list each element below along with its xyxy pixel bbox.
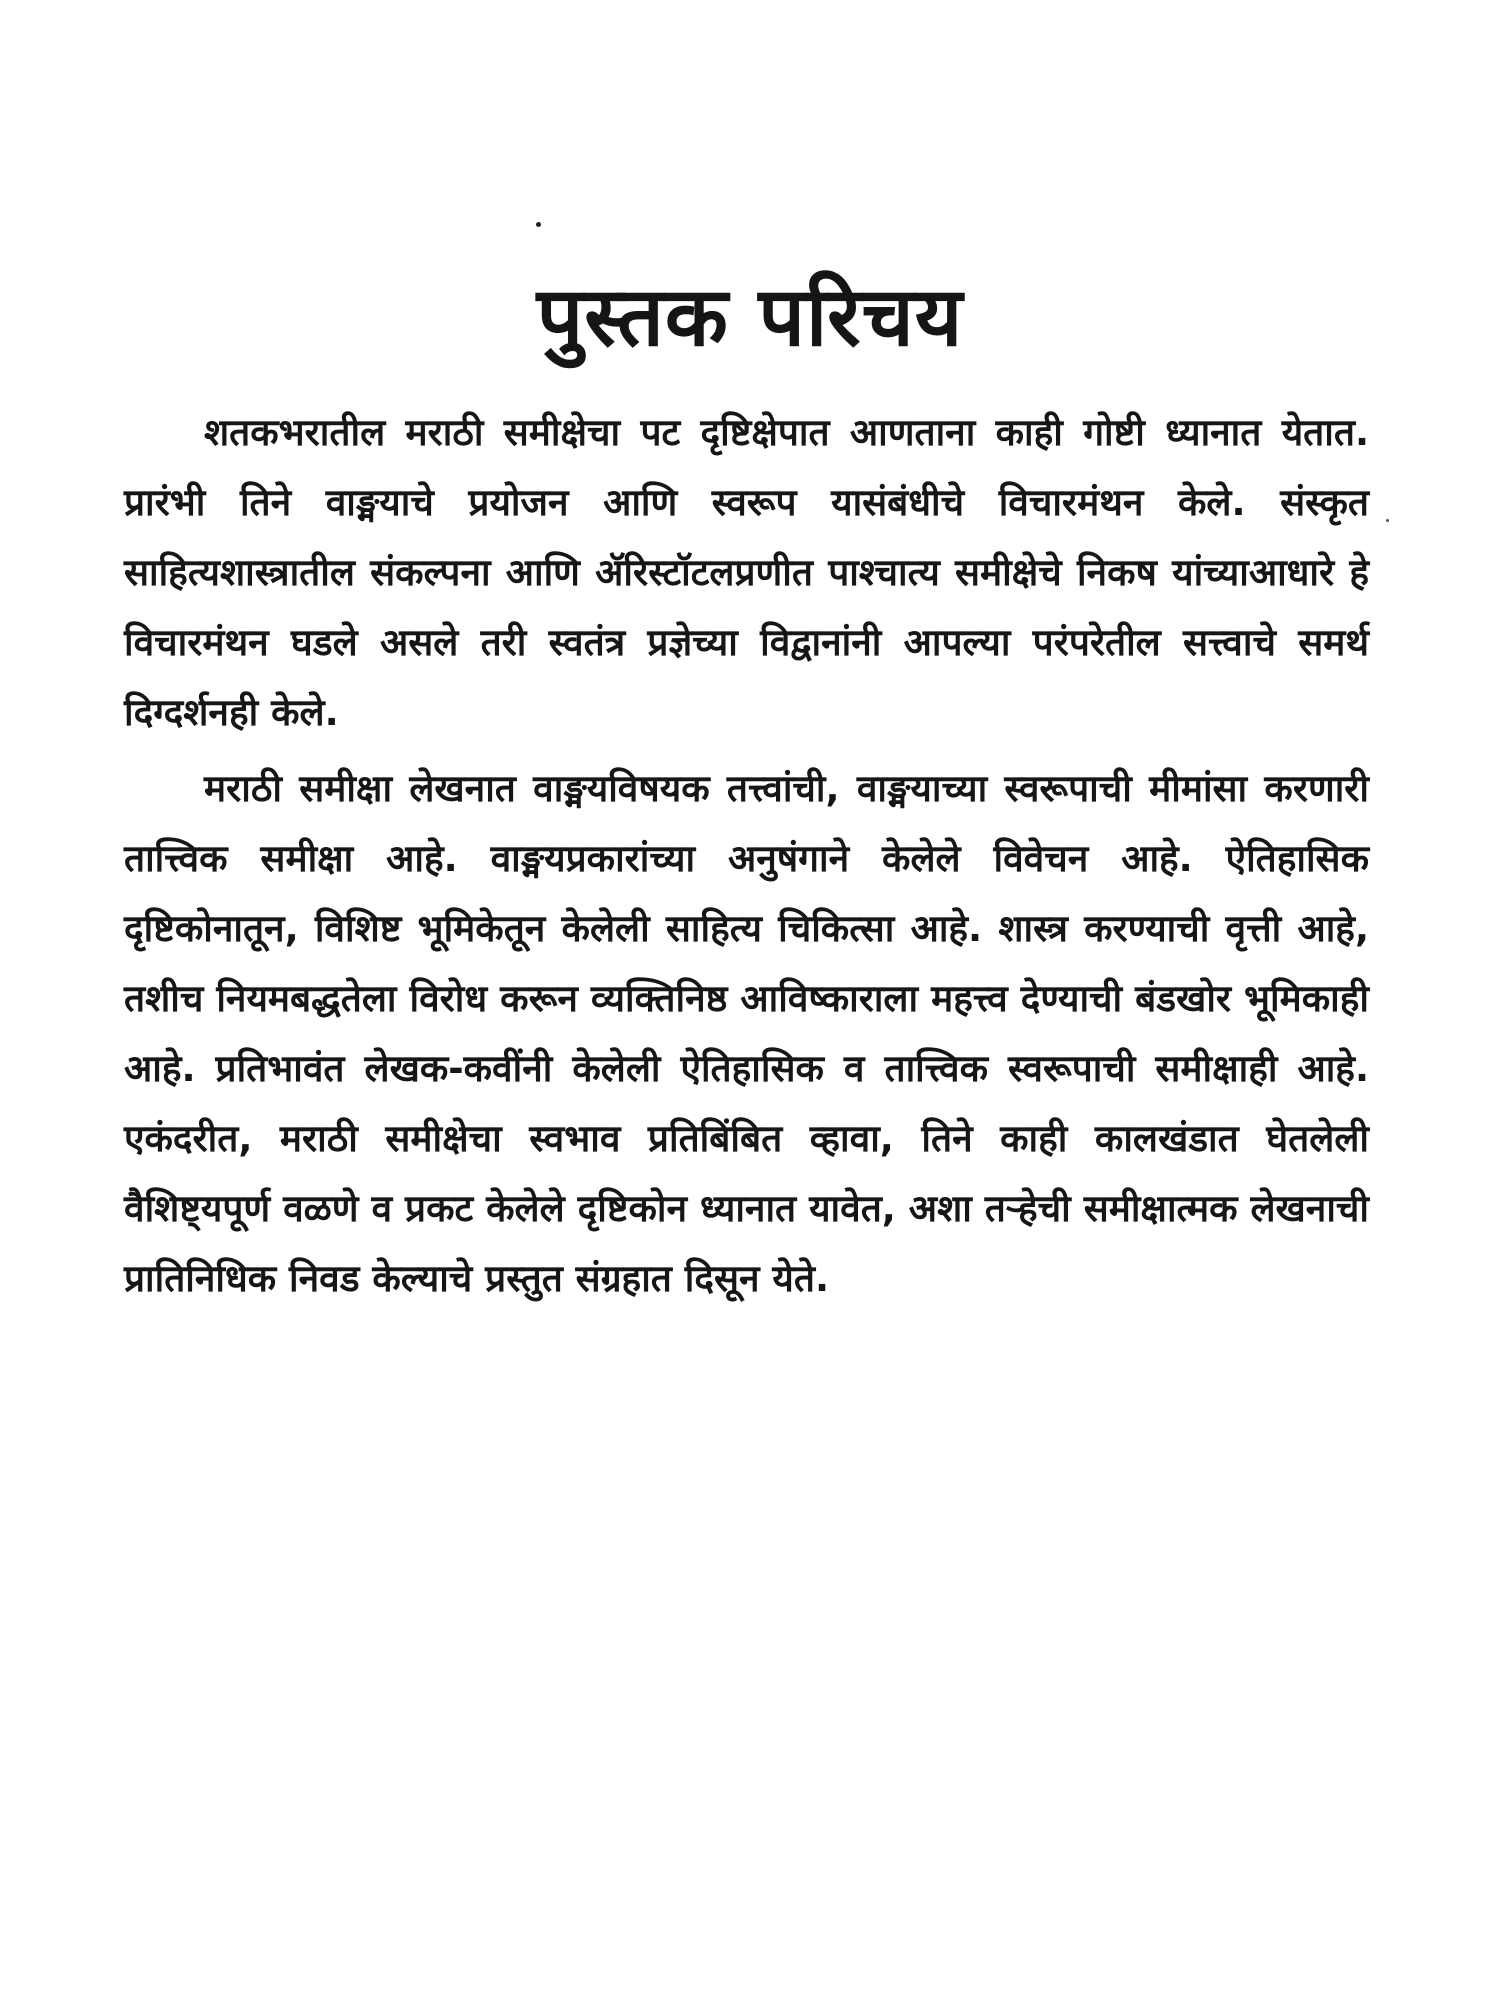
- body-text: [124, 398, 1369, 1320]
- print-speck: [536, 222, 541, 227]
- paragraph-1: शतकभरातील मराठी समीक्षेचा पट दृष्टिक्षेपात आणताना काही गोष्टी ध्यानात येतात. प्रारंभी तिने वाङ्मयाचे प्रयोजन आणि स्वरूप यासंबंधीचे विचारमंथन केले. संस्कृत साहित्यशास्त्रातील संकल्पना आणि ॲरिस्टॉटलप्रणीत पाश्चात्य समीक्षेचे निकष यांच्याआधारे हे विचारमंथन घडले असले तरी स्वतंत्र प्रज्ञेच्या विद्वानांनी आपल्या परंपरेतील सत्त्वाचे समर्थ दिग्दर्शनही केले.: [124, 411, 1369, 734]
- paragraph-2: मराठी समीक्षा लेखनात वाङ्मयविषयक तत्त्वांची, वाङ्मयाच्या स्वरूपाची मीमांसा करणारी तात्त्विक समीक्षा आहे. वाङ्मयप्रकारांच्या अनुषंगाने केलेले विवेचन आहे. ऐतिहासिक दृष्टिकोनातून, विशिष्ट भूमिकेतून केलेली साहित्य चिकित्सा आहे. शास्त्र करण्याची वृत्ती आहे, तशीच नियमबद्धतेला विरोध करून व्यक्तिनिष्ठ आविष्काराला महत्त्व देण्याची बंडखोर भूमिकाही आहे. प्रतिभावंत लेखक-कवींनी केलेली ऐतिहासिक व तात्त्विक स्वरूपाची समीक्षाही आहे. एकंदरीत, मराठी समीक्षेचा स्वभाव प्रतिबिंबित व्हावा, तिने काही कालखंडात घेतलेली वैशिष्ट्यपूर्ण वळणे व प्रकट केलेले दृष्टिकोन ध्यानात यावेत, अशा तऱ्हेची समीक्षात्मक लेखनाची प्रातिनिधिक निवड केल्याचे प्रस्तुत संग्रहात दिसून येते.: [124, 767, 1369, 1300]
- page-title: पुस्तक परिचय: [536, 270, 964, 365]
- print-speck: [1386, 519, 1389, 522]
